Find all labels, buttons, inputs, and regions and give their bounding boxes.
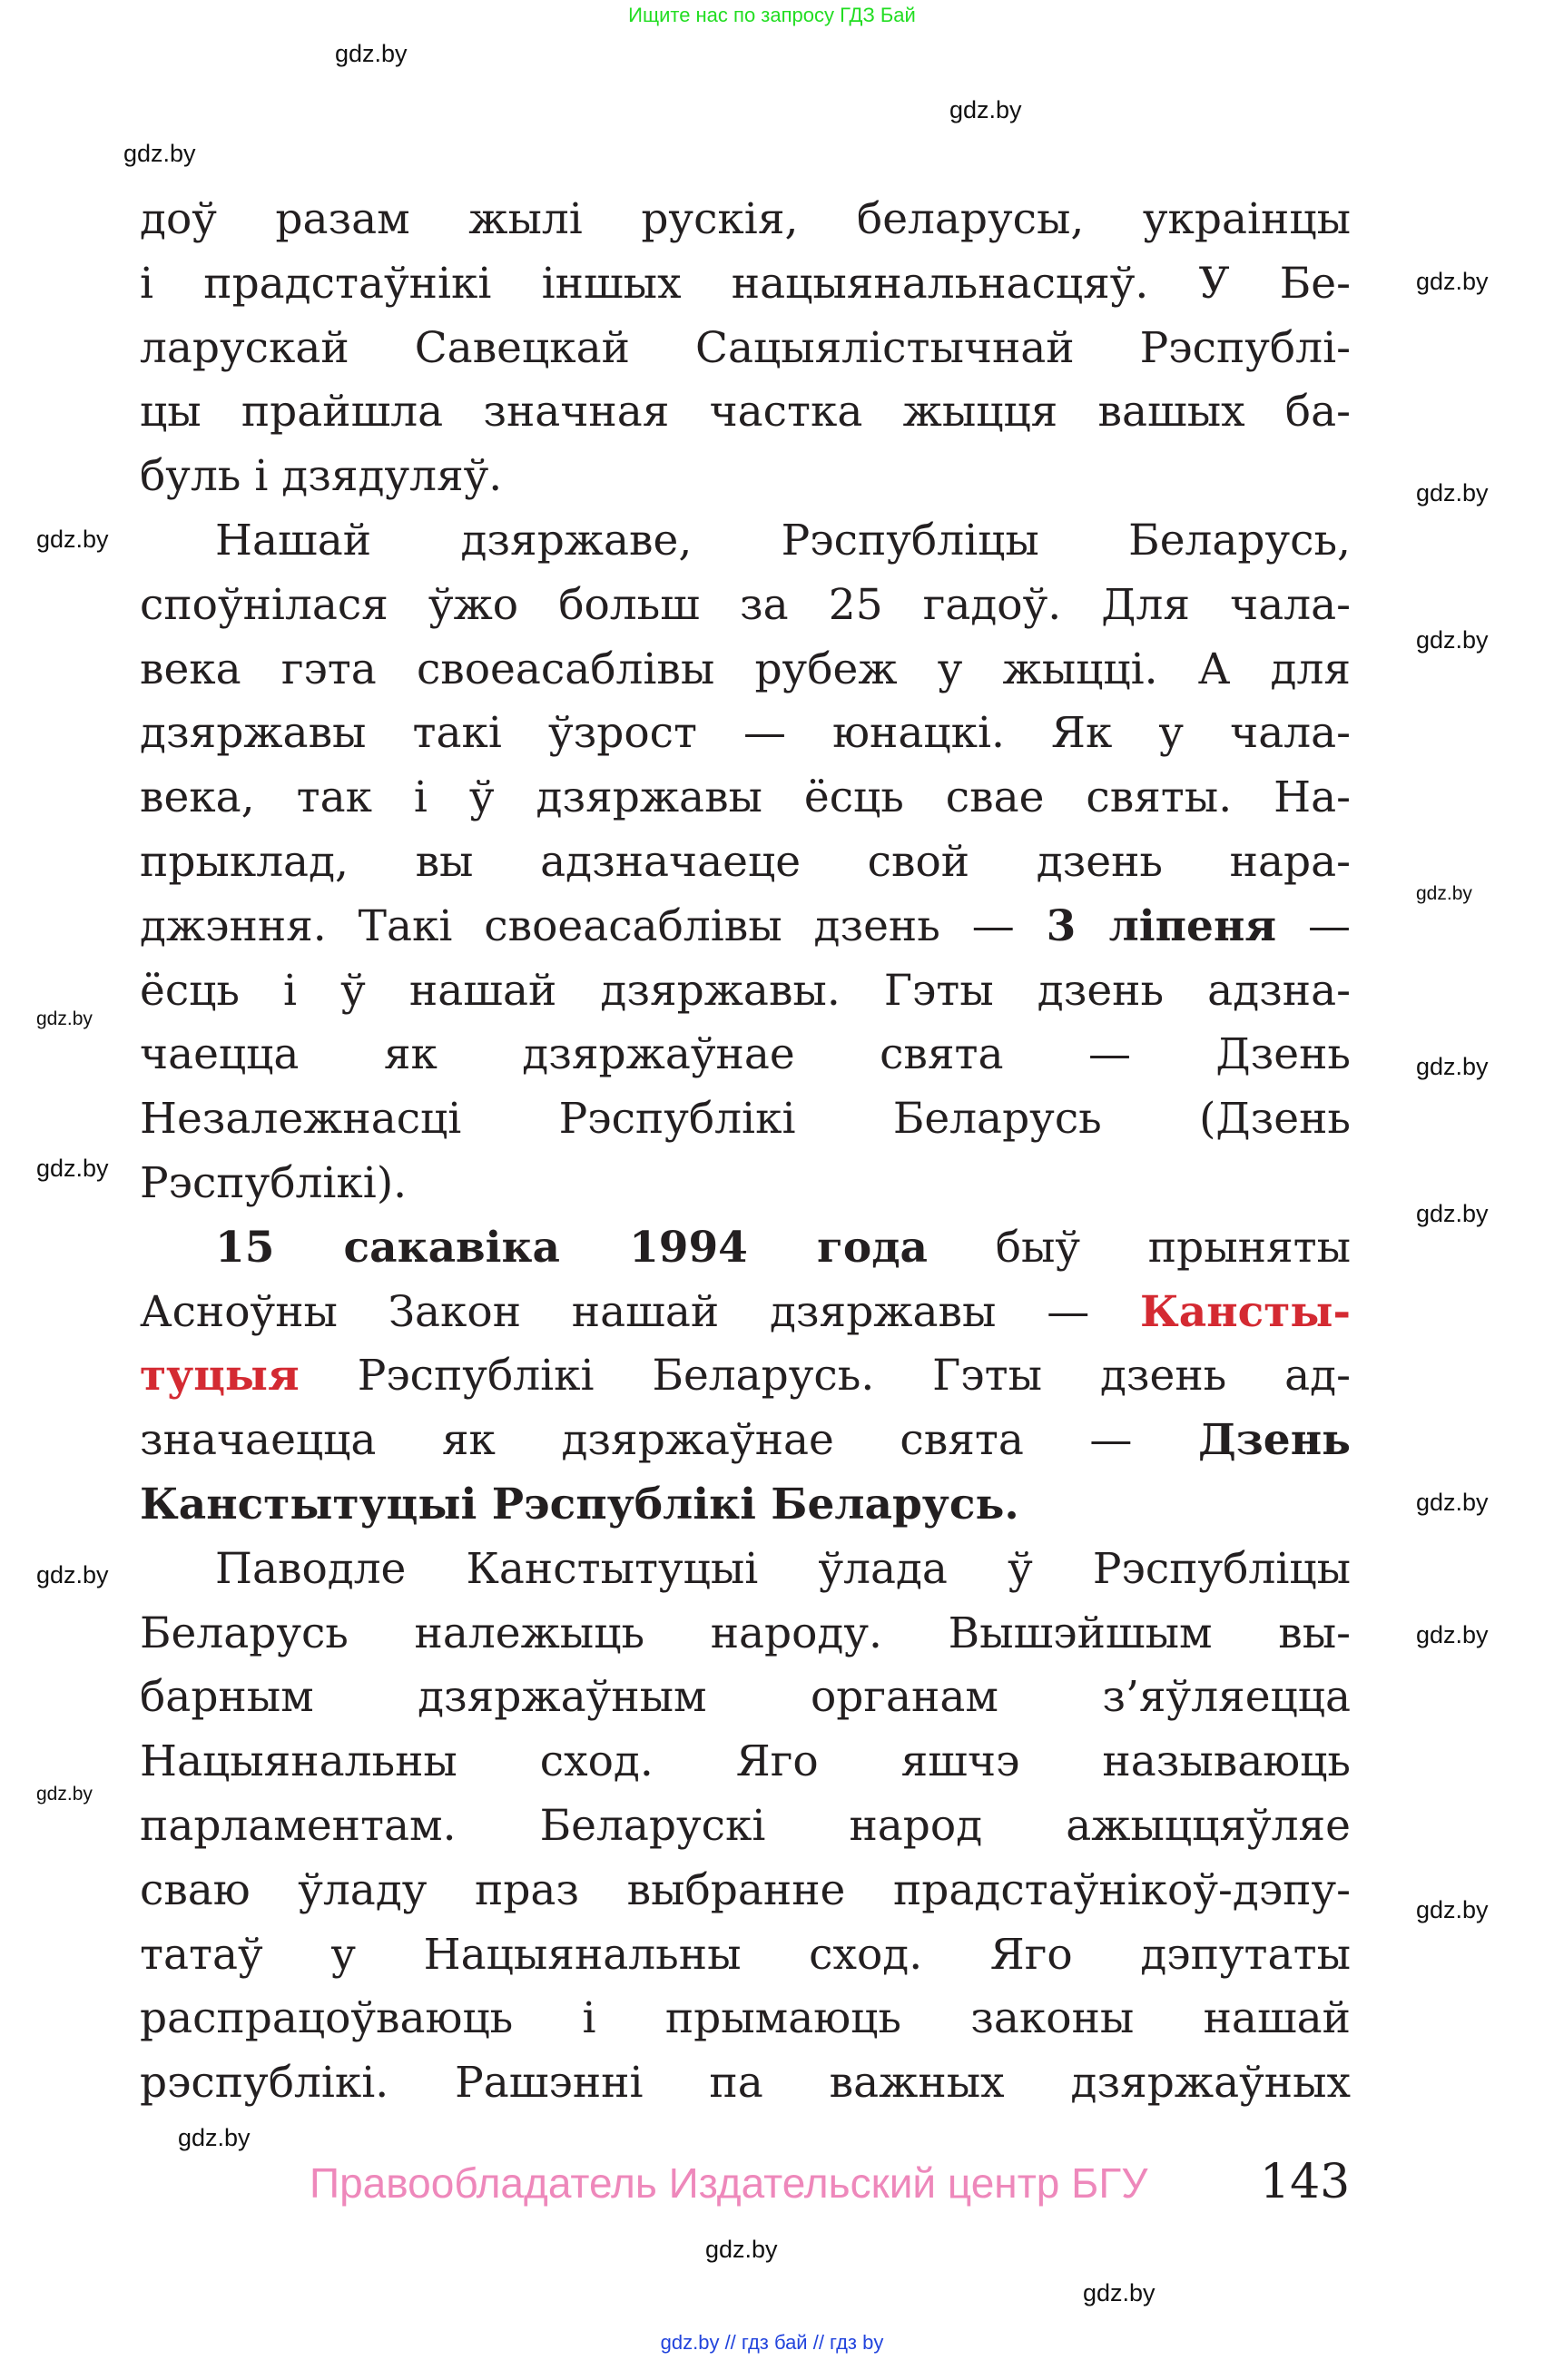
text-segment: сваю ўладу праз выбранне прадстаўнікоў-дэпу- <box>140 1864 1351 1915</box>
text-segment: быў прыняты <box>927 1222 1352 1273</box>
text-line <box>140 1601 1351 1666</box>
watermark: gdz.by <box>1416 479 1489 506</box>
watermark: gdz.by <box>949 96 1022 123</box>
text-line <box>140 379 1351 444</box>
text-line <box>140 2051 1351 2115</box>
watermark: gdz.by <box>36 1155 109 1182</box>
text-line <box>140 1794 1351 1858</box>
text-segment: парламентам. Беларускі народ ажыццяўляе <box>140 1801 1351 1851</box>
text-line <box>140 1665 1351 1729</box>
text-segment: джэння. Такі своеасаблівы дзень — <box>140 900 1047 951</box>
text-segment: татаў у Нацыянальны сход. Яго дэпутаты <box>140 1929 1351 1980</box>
text-segment: прыклад, вы адзначаеце свой дзень нара- <box>140 837 1351 887</box>
watermark: gdz.by <box>36 1008 93 1029</box>
text-segment: века гэта своеасаблівы рубеж у жыцці. А для <box>140 644 1351 694</box>
text-segment: Нацыянальны сход. Яго яшчэ называюць <box>140 1736 1351 1787</box>
watermark: gdz.by <box>36 1784 93 1805</box>
text-segment: ёсць і ў нашай дзяржавы. Гэты дзень адзна- <box>140 965 1351 1016</box>
text-segment: Незалежнасці Рэспублікі Беларусь (Дзень <box>140 1094 1351 1145</box>
text-segment: Рэспублікі). <box>140 1158 408 1208</box>
text-segment: Беларусь належыць народу. Вышэйшым вы- <box>140 1608 1351 1658</box>
text-line <box>140 1858 1351 1923</box>
bold-text: 3 ліпеня <box>1046 900 1277 951</box>
text-line <box>140 1923 1351 1987</box>
text-segment: дзяржавы такі ўзрост — юнацкі. Як у чала- <box>140 708 1351 759</box>
watermark: gdz.by <box>36 1561 109 1588</box>
watermark: gdz.by <box>1416 1621 1489 1648</box>
watermark: gdz.by <box>1083 2279 1156 2306</box>
watermark: gdz.by <box>705 2236 778 2263</box>
watermark: gdz.by <box>36 526 109 553</box>
text-segment: і прадстаўнікі іншых нацыянальнасцяў. У Бе- <box>140 258 1351 309</box>
text-line <box>140 1280 1351 1344</box>
bottom-banner[interactable]: gdz.by // гдз бай // гдз by <box>660 2331 884 2354</box>
watermark: gdz.by <box>1416 268 1489 295</box>
watermark: gdz.by <box>1416 883 1472 904</box>
text-segment: барным дзяржаўным органам з’яўляецца <box>140 1672 1351 1723</box>
text-line <box>140 1408 1351 1472</box>
text-segment: значаецца як дзяржаўнае свята — <box>140 1415 1198 1466</box>
text-segment: — <box>1276 900 1351 951</box>
text-line <box>140 251 1351 316</box>
watermark: gdz.by <box>1416 626 1489 654</box>
text-segment: Асноўны Закон нашай дзяржавы — <box>140 1286 1141 1337</box>
text-segment: рэспублікі. Рашэнні па важных дзяржаўных <box>140 2058 1351 2109</box>
text-segment: цы прайшла значная частка жыцця вашых ба- <box>140 387 1351 438</box>
text-segment: распрацоўваюць і прымаюць законы нашай <box>140 1993 1351 2044</box>
watermark: gdz.by <box>1416 1896 1489 1923</box>
text-segment: споўнілася ўжо больш за 25 гадоў. Для чала- <box>140 579 1351 630</box>
text-line <box>140 444 1351 508</box>
watermark: gdz.by <box>1416 1489 1489 1516</box>
text-line <box>140 959 1351 1023</box>
text-segment: чаецца як дзяржаўнае свята — Дзень <box>140 1029 1351 1080</box>
watermark: gdz.by <box>335 40 408 67</box>
bold-text: Дзень <box>1198 1415 1351 1466</box>
text-line <box>140 1472 1351 1537</box>
bold-text: Канстытуцыі Рэспублікі Беларусь. <box>140 1480 1019 1529</box>
text-line <box>140 765 1351 830</box>
text-segment: ларускай Савецкай Сацыялістычнай Рэспублі- <box>140 322 1351 373</box>
text-segment: Нашай дзяржаве, Рэспубліцы Беларусь, <box>215 516 1351 565</box>
watermark: gdz.by <box>1416 1053 1489 1080</box>
text-line <box>140 1729 1351 1794</box>
text-line <box>140 1151 1351 1215</box>
text-line <box>215 1215 1351 1280</box>
highlighted-term: Кансты- <box>1140 1286 1351 1337</box>
copyright-owner: Правообладатель Издательский центр БГУ <box>310 2159 1148 2207</box>
text-line <box>140 637 1351 702</box>
text-line <box>140 1343 1351 1408</box>
text-line <box>215 1537 1351 1601</box>
text-line <box>140 701 1351 765</box>
text-line <box>140 830 1351 894</box>
text-segment: Паводле Канстытуцыі ўлада ў Рэспубліцы <box>215 1543 1351 1594</box>
text-line <box>140 1022 1351 1087</box>
text-line <box>215 508 1351 573</box>
highlighted-term: туцыя <box>140 1351 300 1401</box>
text-line <box>140 187 1351 251</box>
text-segment: века, так і ў дзяржавы ёсць свае святы. На- <box>140 772 1351 823</box>
text-segment: буль і дзядуляў. <box>140 451 503 502</box>
text-line <box>140 1087 1351 1151</box>
text-line <box>140 1986 1351 2051</box>
text-segment: доў разам жылі рускія, беларусы, украінцы <box>140 194 1351 244</box>
text-segment: Рэспублікі Беларусь. Гэты дзень ад- <box>299 1351 1351 1401</box>
watermark: gdz.by <box>1416 1200 1489 1227</box>
page-number: 143 <box>1260 2155 1351 2209</box>
bold-text: 15 сакавіка 1994 года <box>215 1222 928 1273</box>
watermark: gdz.by <box>178 2124 251 2151</box>
text-line <box>140 316 1351 380</box>
text-line <box>140 573 1351 637</box>
watermark: gdz.by <box>123 140 196 167</box>
text-line <box>140 894 1351 959</box>
top-banner[interactable]: Ищите нас по запросу ГДЗ Бай <box>628 4 916 26</box>
